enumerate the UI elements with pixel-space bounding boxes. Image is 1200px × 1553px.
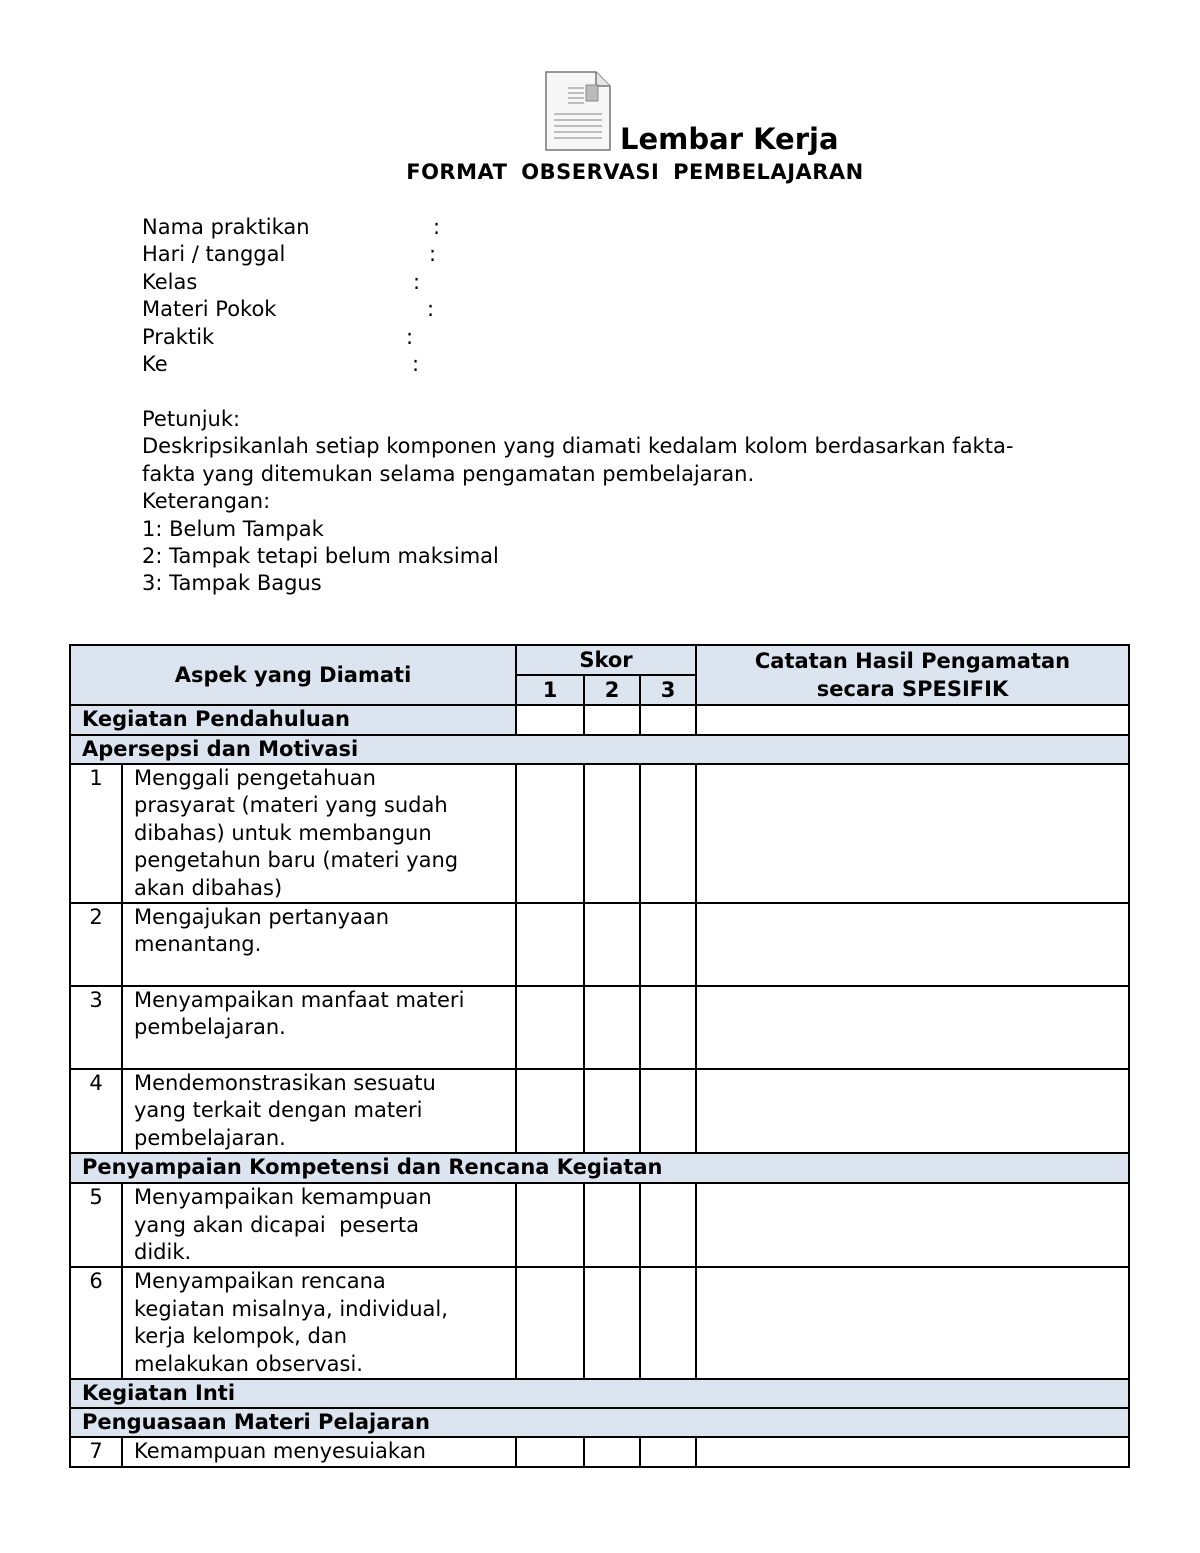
document-icon	[544, 70, 612, 152]
score-level-3: 3	[640, 675, 696, 705]
table-row	[70, 903, 1129, 986]
desc-line: prasyarat (materi yang sudah	[134, 793, 448, 818]
field-nama-praktikan	[142, 214, 441, 241]
table-row	[70, 764, 1129, 903]
score-cell[interactable]	[640, 705, 696, 735]
field-label: Hari / tanggal	[142, 242, 286, 267]
header-notes-line: Catatan Hasil Pengamatan	[754, 649, 1071, 673]
item-description	[122, 986, 516, 1069]
field-label: Praktik	[142, 324, 215, 349]
item-number: 7	[70, 1437, 122, 1466]
field-praktik	[142, 324, 414, 351]
desc-line: Menyampaikan rencana	[134, 1269, 386, 1294]
score-cell[interactable]	[584, 986, 640, 1069]
section-pendahuluan: Kegiatan Pendahuluan	[70, 705, 516, 735]
desc-line: didik.	[134, 1240, 192, 1265]
field-label: Materi Pokok	[142, 297, 277, 322]
desc-line: menantang.	[134, 932, 262, 957]
score-cell[interactable]	[516, 1183, 584, 1267]
notes-cell[interactable]	[696, 705, 1129, 735]
table-row	[70, 1437, 1129, 1466]
notes-cell[interactable]	[696, 1183, 1129, 1267]
desc-line: Kemampuan menyesuiakan	[134, 1439, 426, 1464]
legend-item: 1: Belum Tampak	[142, 516, 324, 541]
notes-cell[interactable]	[696, 903, 1129, 986]
score-cell[interactable]	[584, 903, 640, 986]
score-cell[interactable]	[584, 1183, 640, 1267]
instructions	[142, 406, 1132, 598]
desc-line: pembelajaran.	[134, 1015, 286, 1040]
field-separator: :	[429, 242, 437, 267]
desc-line: Mengajukan pertanyaan	[134, 905, 390, 930]
field-hari-tanggal	[142, 241, 437, 268]
page-subtitle: FORMAT OBSERVASI PEMBELAJARAN	[406, 160, 864, 184]
instructions-heading: Petunjuk:	[142, 407, 241, 431]
score-cell[interactable]	[584, 705, 640, 735]
desc-line: Mendemonstrasikan sesuatu	[134, 1071, 436, 1096]
score-cell[interactable]	[640, 1183, 696, 1267]
observation-table	[69, 644, 1130, 1468]
score-cell[interactable]	[516, 1437, 584, 1466]
legend-item: 3: Tampak Bagus	[142, 571, 322, 596]
section-inti: Kegiatan Inti	[70, 1379, 1129, 1408]
desc-line: akan dibahas)	[134, 875, 283, 900]
score-cell[interactable]	[516, 764, 584, 903]
field-separator: :	[412, 351, 420, 376]
section-apersepsi: Apersepsi dan Motivasi	[70, 735, 1129, 764]
notes-cell[interactable]	[696, 1069, 1129, 1153]
score-cell[interactable]	[584, 1437, 640, 1466]
score-cell[interactable]	[640, 1069, 696, 1153]
desc-line: pengetahun baru (materi yang	[134, 848, 459, 873]
header-notes-line: secara SPESIFIK	[816, 677, 1009, 701]
notes-cell[interactable]	[696, 1267, 1129, 1379]
desc-line: pembelajaran.	[134, 1125, 286, 1150]
field-label: Ke	[142, 351, 168, 376]
item-description	[122, 764, 516, 903]
score-cell[interactable]	[584, 1267, 640, 1379]
score-cell[interactable]	[640, 1437, 696, 1466]
table-row	[70, 1183, 1129, 1267]
table-row	[70, 1267, 1129, 1379]
item-description	[122, 1267, 516, 1379]
field-separator: :	[413, 269, 421, 294]
section-kompetensi: Penyampaian Kompetensi dan Rencana Kegiatan	[70, 1153, 1129, 1183]
score-cell[interactable]	[516, 1267, 584, 1379]
score-cell[interactable]	[640, 1267, 696, 1379]
item-description	[122, 903, 516, 986]
header-aspect: Aspek yang Diamati	[70, 645, 516, 705]
instructions-text: fakta yang ditemukan selama pengamatan pembelajaran.	[142, 461, 755, 486]
desc-line: Menyampaikan kemampuan	[134, 1185, 432, 1210]
legend-item: 2: Tampak tetapi belum maksimal	[142, 544, 499, 569]
score-cell[interactable]	[584, 1069, 640, 1153]
page-title: Lembar Kerja	[620, 122, 839, 156]
field-label: Kelas	[142, 269, 198, 294]
score-level-2: 2	[584, 675, 640, 705]
item-description	[122, 1437, 516, 1466]
notes-cell[interactable]	[696, 1437, 1129, 1466]
item-number: 2	[70, 903, 122, 986]
score-level-1: 1	[516, 675, 584, 705]
score-cell[interactable]	[516, 986, 584, 1069]
section-penguasaan: Penguasaan Materi Pelajaran	[70, 1408, 1129, 1437]
field-separator: :	[433, 215, 441, 239]
item-number: 6	[70, 1267, 122, 1379]
score-cell[interactable]	[516, 1069, 584, 1153]
table-row	[70, 986, 1129, 1069]
item-description	[122, 1069, 516, 1153]
field-separator: :	[427, 297, 435, 322]
desc-line: yang akan dicapai peserta	[134, 1212, 419, 1237]
score-cell[interactable]	[516, 903, 584, 986]
field-separator: :	[406, 324, 414, 349]
item-number: 3	[70, 986, 122, 1069]
score-cell[interactable]	[640, 986, 696, 1069]
item-number: 1	[70, 764, 122, 903]
desc-line: dibahas) untuk membangun	[134, 820, 432, 845]
field-kelas	[142, 269, 421, 296]
desc-line: kerja kelompok, dan	[134, 1324, 348, 1349]
desc-line: Menggali pengetahuan	[134, 766, 376, 790]
desc-line: Menyampaikan manfaat materi	[134, 988, 465, 1013]
score-cell[interactable]	[640, 903, 696, 986]
header-notes	[696, 645, 1129, 705]
field-ke	[142, 351, 420, 378]
header-score: Skor	[516, 645, 696, 675]
desc-line: melakukan observasi.	[134, 1351, 363, 1376]
desc-line: kegiatan misalnya, individual,	[134, 1296, 448, 1321]
identity-fields	[142, 214, 441, 378]
desc-line: yang terkait dengan materi	[134, 1098, 423, 1123]
field-label: Nama praktikan	[142, 215, 310, 239]
notes-cell[interactable]	[696, 986, 1129, 1069]
item-description	[122, 1183, 516, 1267]
score-cell[interactable]	[516, 705, 584, 735]
item-number: 4	[70, 1069, 122, 1153]
field-materi-pokok	[142, 296, 435, 323]
score-cell[interactable]	[640, 764, 696, 903]
notes-cell[interactable]	[696, 764, 1129, 903]
item-number: 5	[70, 1183, 122, 1267]
score-cell[interactable]	[584, 764, 640, 903]
table-row	[70, 1069, 1129, 1153]
legend-heading: Keterangan:	[142, 489, 271, 514]
instructions-text: Deskripsikanlah setiap komponen yang diamati kedalam kolom berdasarkan fakta-	[142, 434, 1014, 459]
